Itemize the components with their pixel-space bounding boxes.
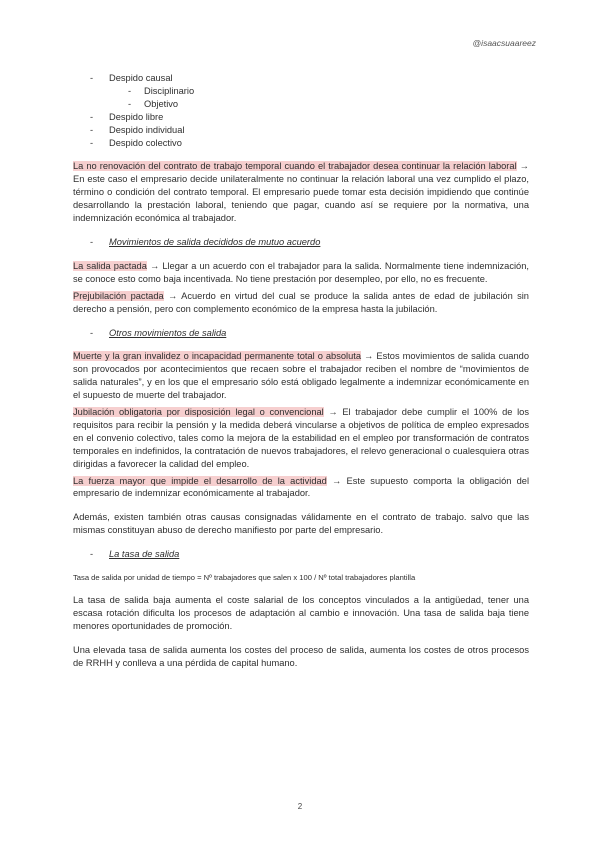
paragraph-text: → Llegar a un acuerdo con el trabajador para la salida. Normalmente tiene indemnización, se conoce esto como baja incentivada. No tiene prestación por desempleo, por ello, no es frecuente. bbox=[73, 260, 529, 284]
paragraph-salida-pactada bbox=[73, 260, 529, 286]
paragraph-fuerza-mayor bbox=[73, 475, 529, 501]
list-item: - Despido libre bbox=[73, 111, 529, 124]
list-item: - Despido individual bbox=[73, 124, 529, 137]
highlighted-term: Jubilación obligatoria por disposición legal o convencional bbox=[73, 407, 324, 418]
list-item: - Objetivo bbox=[73, 98, 529, 111]
paragraph-text: → El trabajador debe cumplir el 100% de los requisitos para recibir la pensión y la medida deberá vincularse a objetivos de política de empleo expresados en el convenio colectivo, tales como la mejora de la estabilidad en el empleo por transformación de contratos temporales en indefinidos, la contratación de nuevos trabajadores, el relevo generacional o cualesquiera otras dirigidas a favorecer la calidad del empleo. bbox=[73, 407, 529, 469]
highlighted-term: Prejubilación pactada bbox=[73, 290, 164, 301]
author-handle: @isaacsuaareez bbox=[472, 38, 536, 48]
dismissal-list bbox=[73, 72, 529, 85]
paragraph-no-renovacion bbox=[73, 160, 529, 225]
paragraph-text: → Estos movimientos de salida cuando son provocados por acontecimientos que recaen sobre el trabajador reciben el nombre de “movimientos de salida naturales”, y en los que el empresario sólo está obligado legalmente a indemnizar económicamente en el supuesto de muerte del trabajador. bbox=[73, 351, 529, 401]
paragraph-tasa-baja: La tasa de salida baja aumenta el coste salarial de los conceptos vinculados a la antigüedad, tener una escasa rotación dificulta los procesos de adaptación al cambio e innovación. Una tasa de salida baja tiene menores oportunidades de promoción. bbox=[73, 595, 529, 631]
section-heading-tasa-salida bbox=[73, 548, 529, 561]
paragraph-text: → En este caso el empresario decide unilateralmente no continuar la relación laboral una vez cumplido el plazo, término o condición del contrato temporal. El empresario puede tomar esta decisión impidiendo que continúe desarrollando la prestación laboral, teniendo que pagar, cuando así se requiere por la normativa, una indemnización económica al trabajador. bbox=[73, 161, 529, 224]
dismissal-list-more bbox=[73, 111, 529, 150]
page-number: 2 bbox=[297, 802, 303, 811]
paragraph-prejubilacion bbox=[73, 290, 529, 316]
heading-text: Movimientos de salida decididos de mutuo acuerdo bbox=[109, 236, 321, 247]
list-item: - Despido causal bbox=[73, 72, 529, 85]
paragraph-text: → Este supuesto comporta la obligación del empresario de indemnizar económicamente al trabajador. bbox=[73, 475, 530, 499]
section-heading-mutuo-acuerdo bbox=[73, 236, 529, 249]
list-item: - Despido colectivo bbox=[73, 137, 529, 150]
paragraph-ademas: Además, existen también otras causas consignadas válidamente en el contrato de trabajo. salvo que las mismas constituyan abuso de derecho manifiesto por parte del empresario. bbox=[73, 512, 529, 536]
paragraph-tasa-alta: Una elevada tasa de salida aumenta los costes del proceso de salida, aumenta los costes de otros procesos de RRHH y conlleva a una pérdida de capital humano. bbox=[73, 644, 529, 668]
heading-text: Otros movimientos de salida bbox=[109, 327, 227, 338]
heading-text: La tasa de salida bbox=[109, 549, 180, 560]
highlighted-term: Muerte y la gran invalidez o incapacidad permanente total o absoluta bbox=[73, 351, 362, 362]
paragraph-muerte bbox=[73, 350, 529, 402]
highlighted-term: La no renovación del contrato de trabajo temporal cuando el trabajador desea continuar la relación laboral bbox=[73, 161, 517, 172]
paragraph-text: → Acuerdo en virtud del cual se produce la salida antes de edad de jubilación sin derecho a pensión, pero con complemento económico de la empresa hasta la jubilación. bbox=[73, 290, 529, 314]
highlighted-term: La salida pactada bbox=[73, 260, 147, 271]
formula-text: Tasa de salida por unidad de tiempo = Nº trabajadores que salen x 100 / Nº total trabajadores plantilla bbox=[73, 573, 416, 583]
page-content bbox=[73, 72, 529, 670]
dismissal-sublist bbox=[73, 85, 529, 111]
paragraph-jubilacion bbox=[73, 406, 529, 471]
section-heading-otros-movimientos bbox=[73, 327, 529, 340]
list-item: - Disciplinario bbox=[73, 85, 529, 98]
highlighted-term: La fuerza mayor que impide el desarrollo de la actividad bbox=[73, 475, 327, 486]
